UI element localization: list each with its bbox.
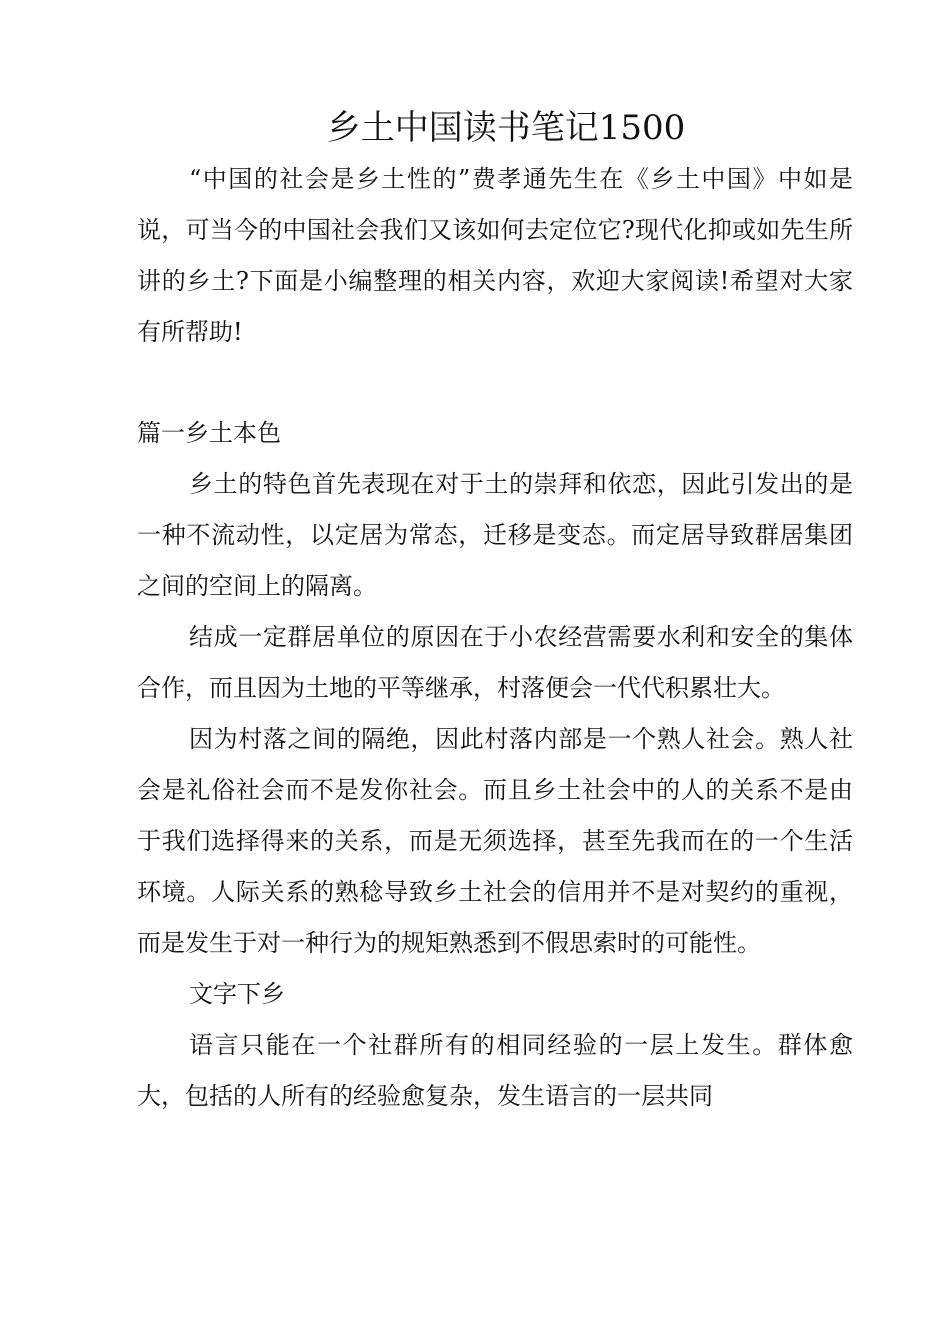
body-paragraph-2: 结成一定群居单位的原因在于小农经营需要水利和安全的集体合作，而且因为土地的平等继承，村落便会一代代积累壮大。 (137, 623, 853, 702)
body-paragraph-3: 因为村落之间的隔绝，因此村落内部是一个熟人社会。熟人社会是礼俗社会而不是发你社会。而且乡土社会中的人的关系不是由于我们选择得来的关系，而是无须选择，甚至先我而在的一个生活环境。人际关系的熟稔导致乡土社会的信用并不是对契约的重视，而是发生于对一种行为的规矩熟悉到不假思索时的可能性。 (137, 725, 853, 957)
paragraph-spacer (137, 358, 853, 408)
section-heading: 篇一乡土本色 (137, 419, 281, 447)
document-body (137, 102, 853, 1122)
body-paragraph-4: 语言只能在一个社群所有的相同经验的一层上发生。群体愈大，包括的人所有的经验愈复杂，发生语言的一层共同 (137, 1031, 853, 1110)
body-paragraph-1: 乡土的特色首先表现在对于土的崇拜和依恋，因此引发出的是一种不流动性，以定居为常态，迁移是变态。而定居导致群居集团之间的空间上的隔离。 (137, 470, 853, 600)
document-title: 乡土中国读书笔记1500 (326, 108, 686, 148)
intro-paragraph: “中国的社会是乡土性的”费孝通先生在《乡土中国》中如是说，可当今的中国社会我们又该如何去定位它?现代化抑或如先生所讲的乡土?下面是小编整理的相关内容，欢迎大家阅读!希望对大家有所帮助! (137, 165, 853, 346)
subheading: 文字下乡 (189, 980, 285, 1008)
